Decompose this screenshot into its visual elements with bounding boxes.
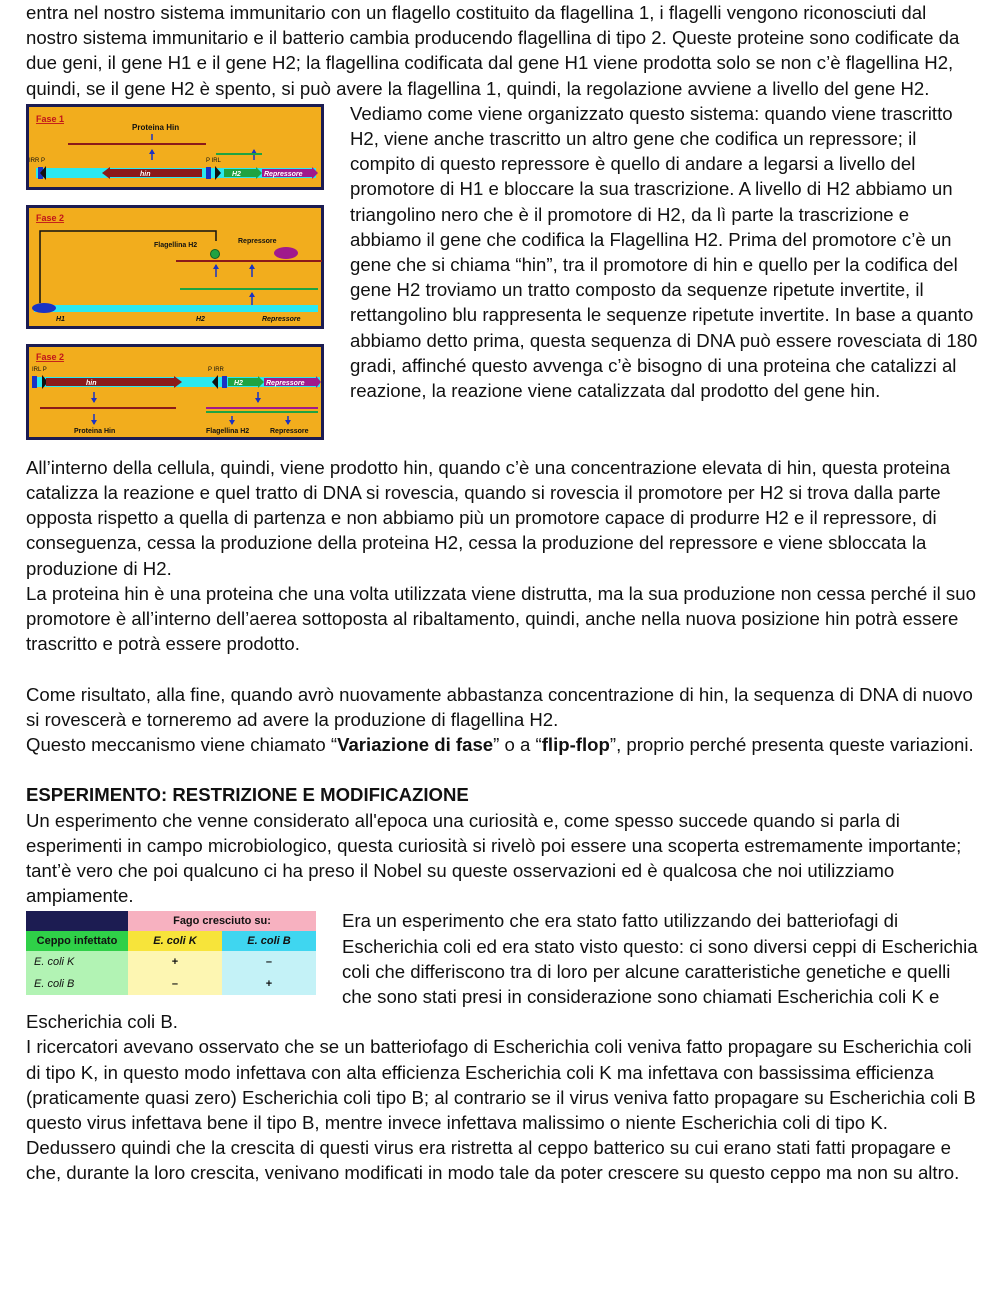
phase-variation-figures <box>26 104 324 455</box>
fase1-hin-label: hin <box>140 170 151 178</box>
fase2a-h1-label: H1 <box>56 315 65 323</box>
table-col-k: E. coli K <box>128 931 222 951</box>
fase1-irr-p: IRR P <box>29 157 46 164</box>
table-row-k: E. coli K <box>26 951 128 973</box>
mechanism-term-phase-variation: Variazione di fase <box>337 734 494 756</box>
fase1-p-irl: P IRL <box>206 157 221 164</box>
fase2b-hin-label: hin <box>86 379 97 387</box>
fase2a-h2-label: H2 <box>196 315 205 323</box>
fase2b-repressore-gene-label: Repressore <box>266 379 305 387</box>
table-cell-b-b: + <box>222 973 316 995</box>
fase2a-flagellina-label: Flagellina H2 <box>154 241 198 249</box>
fase2b-diagram <box>26 344 324 440</box>
fase2b-repressore-label: Repressore <box>270 427 309 435</box>
fase2b-h2-label: H2 <box>234 379 243 387</box>
table-row-b: E. coli B <box>26 973 128 995</box>
fase1-title: Fase 1 <box>36 113 65 124</box>
paragraph-intro: entra nel nostro sistema immunitario con un flagello costituito da flagellina 1, i flagelli vengono riconosciuti dal nostro sistema immunitario e il batterio cambia producendo flagellina di tipo 2. Queste proteine sono codificate da due geni, il gene H1 e il gene H2; la flagellina codificata dal gene H1 viene prodotta solo se non c’è flagellina H2, quindi, se il gene H2 è spento, si può avere la flagellina 1, quindi, la regolazione avviene a livello del gene H2. <box>26 2 960 99</box>
paragraph-hin-production: All’interno della cellula, quindi, viene prodotto hin, quando c’è una concentrazione elevata di hin, questa proteina catalizza la reazione e quel tratto di DNA si rovescia, quando si rovescia il promotore per H2 si trova dalla parte opposta rispetto a quella di partenza e non abbiamo più un promotore capace di produrre H2 e il repressore, di conseguenza, cessa la produzione della proteina H2, cessa la produzione del repressore e viene sbloccata la produzione di H2. <box>26 456 951 579</box>
fase2a-title: Fase 2 <box>36 212 65 223</box>
fase1-diagram <box>26 104 324 190</box>
mechanism-text-2: ” o a “ <box>493 734 542 756</box>
fase2b-protein-label: Proteina Hin <box>74 427 116 435</box>
fase2b-irl-p: IRL P <box>32 366 47 373</box>
table-cell-k-b: – <box>222 951 316 973</box>
fase2a-repressore-gene-label: Repressore <box>262 315 301 323</box>
fase2b-flagellina-label: Flagellina H2 <box>206 427 250 435</box>
experiment-table <box>26 911 316 995</box>
fase1-repressore-label: Repressore <box>264 170 303 178</box>
mechanism-term-flip-flop: flip-flop <box>541 734 610 756</box>
mechanism-text-1: Questo meccanismo viene chiamato “ <box>26 734 338 756</box>
table-col-b: E. coli B <box>222 931 316 951</box>
mechanism-text-3: ”, proprio perché presenta queste variazioni. <box>609 734 974 756</box>
fase2a-diagram <box>26 205 324 329</box>
fase2a-repressore-label: Repressore <box>238 237 277 245</box>
fase2b-title: Fase 2 <box>36 351 65 362</box>
paragraph-hin-protein: La proteina hin è una proteina che una volta utilizzata viene distrutta, ma la sua produzione non cessa perché il suo promotore è all’interno dell’aerea sottoposta al ribaltamento, quindi, anche nella nuova posizione hin potrà essere trascritto e potrà essere prodotto. <box>26 582 976 655</box>
document-page <box>26 0 978 1186</box>
table-cell-b-k: – <box>128 973 222 995</box>
paragraph-observations: I ricercatori avevano osservato che se un batteriofago di Escherichia coli veniva fatto propagare su Escherichia coli di tipo K, in questo modo infettava con alta efficienza Escherichia coli K ma infettava con bassissima efficienza (praticamente quasi zero) Escherichia coli tipo B; al contrario se il virus veniva fatto propagare su Escherichia coli B questo virus infettava bene il tipo B, mentre invece infettava malissimo o niente Escherichia coli di tipo K. Dedussero quindi che la crescita di questi virus era ristretta al ceppo batterico su cui erano stati fatti propagare e che, durante la loro crescita, venivano modificati in modo tale da poter crescere su questo ceppo ma non su altro. <box>26 1036 976 1184</box>
table-header-group: Fago cresciuto su: <box>128 911 316 931</box>
section-heading: ESPERIMENTO: RESTRIZIONE E MODIFICAZIONE <box>26 784 469 806</box>
paragraph-experiment-setup: Era un esperimento che era stato fatto utilizzando dei batteriofagi di Escherichia coli ed era stato visto questo: ci sono diversi ceppi di Escherichia coli che differiscono tra di loro per alcune caratteristiche genetiche e quelli che sono stati presi in considerazione sono chiamati Escherichia coli K e Escherichia coli B. <box>26 910 978 1033</box>
table-cell-k-k: + <box>128 951 222 973</box>
paragraph-result: Come risultato, alla fine, quando avrò nuovamente abbastanza concentrazione di hin, la sequenza di DNA di nuovo si rovescerà e torneremo ad avere la produzione di flagellina H2. <box>26 683 973 730</box>
paragraph-mechanism <box>26 732 978 757</box>
table-corner: Ceppo infettato <box>26 931 128 951</box>
fase1-protein-label: Proteina Hin <box>132 122 180 132</box>
fase2b-p-irr: P IRR <box>208 366 224 373</box>
fase1-h2-label: H2 <box>232 170 241 178</box>
experiment-table-figure <box>26 911 316 995</box>
paragraph-organization: Vediamo come viene organizzato questo sistema: quando viene trascritto H2, viene anche trascritto un altro gene che codifica un repressore; il compito di questo repressore è quello di andare a legarsi a livello del promotore di H1 e bloccare la sua trascrizione. A livello di H2 abbiamo un triangolino nero che è il promotore di H2, da lì parte la trascrizione e abbiamo il gene che codifica la Flagellina H2. Prima del promotore c’è un gene che si chiama “hin”, tra il promotore di hin e quello per la codifica del gene H2 troviamo un tratto composto da sequenze ripetute invertite, il rettangolino blu rappresenta le sequenze ripetute invertite. In base a quanto abbiamo detto prima, questa sequenza di DNA può essere rovesciata di 180 gradi, affinché questo avvenga c’è bisogno di una proteina che catalizzi al reazione, la reazione viene catalizzata dal prodotto del gene hin. <box>350 102 978 402</box>
paragraph-experiment-intro: Un esperimento che venne considerato all'epoca una curiosità e, come spesso succede quando si parla di esperimenti in campo microbiologico, questa curiosità si rivelò poi essere una scoperta estremamente importante; tant’è vero che poi qualcuno ci ha preso il Nobel su queste osservazioni ed è qualcosa che noi utilizziamo ampiamente. <box>26 809 962 907</box>
